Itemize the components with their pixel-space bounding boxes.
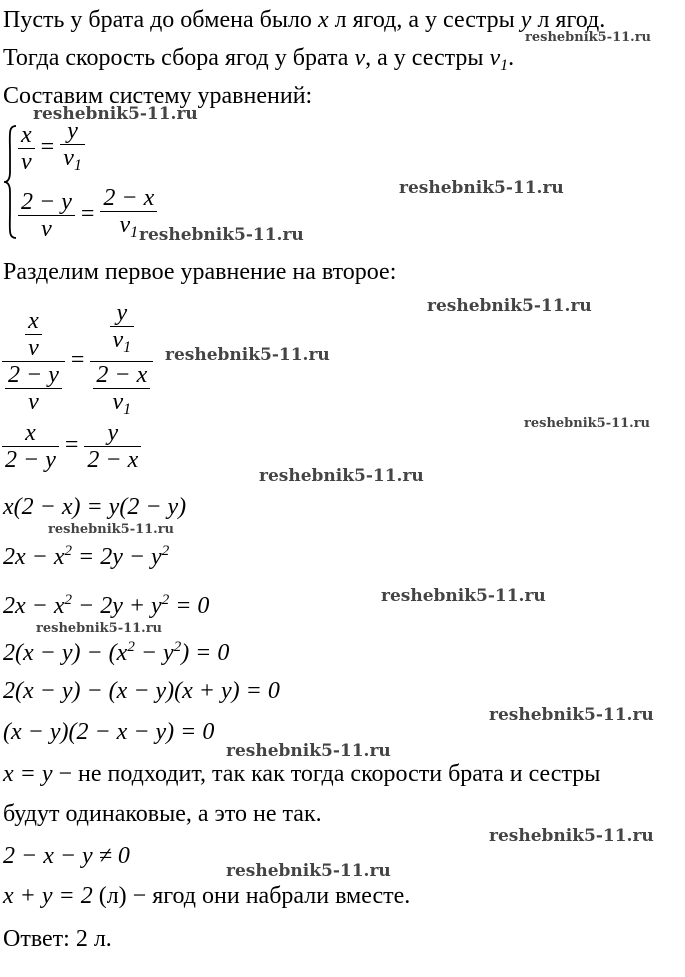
text-line-3: Составим систему уравнений: xyxy=(3,83,313,109)
watermark: reshebnik5-11.ru xyxy=(427,296,592,316)
var-x: x xyxy=(317,7,329,33)
var-v1-sub: 1 xyxy=(500,57,509,74)
watermark: reshebnik5-11.ru xyxy=(226,861,391,881)
watermark: reshebnik5-11.ru xyxy=(165,345,330,365)
equation-s2: $2x - x^2 = 2y - y^2$ xyxy=(3,543,170,570)
var-v: v xyxy=(354,45,366,71)
watermark: reshebnik5-11.ru xyxy=(489,705,654,725)
simplified-fraction-equation xyxy=(2,420,141,473)
equals-sign-3: = xyxy=(70,347,85,374)
line2-part-b: , а у сестры xyxy=(365,45,490,71)
line2-part-a: Тогда скорость сбора ягод у брата xyxy=(3,45,355,71)
equation-s9: 2 − x − y ≠ 0 xyxy=(3,843,130,869)
line1-part-c: л ягод. xyxy=(531,7,606,33)
text-line-2 xyxy=(3,44,514,80)
watermark: reshebnik5-11.ru xyxy=(226,741,391,761)
frac-y-over-2-x: $\frac{y}{2 - x}$ xyxy=(84,420,141,473)
equation-s5: 2(x − y) − (x − y)(x + y) = 0 xyxy=(3,678,280,704)
answer-line: Ответ: 2 л. xyxy=(3,926,112,952)
compound-right: $\frac{\frac{y}{v_1}}{\frac{2 - x}{v_1}}$ xyxy=(90,300,153,423)
frac-2-x-over-v1: $\frac{2 - x}{v_1}$ xyxy=(100,185,157,246)
text-s8: будут одинаковые, а это не так. xyxy=(3,801,322,827)
frac-2-y-over-v: $\frac{2 - y}{v}$ xyxy=(18,189,75,242)
watermark: reshebnik5-11.ru xyxy=(139,225,304,245)
equals-sign-2: = xyxy=(80,201,95,228)
watermark: reshebnik5-11.ru xyxy=(48,522,175,537)
system-brace xyxy=(2,124,18,240)
watermark: reshebnik5-11.ru xyxy=(525,30,652,45)
line2-part-c: . xyxy=(508,45,515,71)
frac-y-over-v1: $\frac{y}{v_1}$ xyxy=(60,118,85,179)
system-eq-1 xyxy=(18,118,85,179)
equals-sign: = xyxy=(40,134,55,161)
equation-s1: x(2 − x) = y(2 − y) xyxy=(3,494,187,520)
frac-x-over-2-y: $\frac{x}{2 - y}$ xyxy=(2,420,59,473)
watermark: reshebnik5-11.ru xyxy=(524,416,651,431)
text-s10: x + y = 2 (л) − ягод они набрали вместе. xyxy=(3,883,411,909)
watermark: reshebnik5-11.ru xyxy=(36,621,163,636)
watermark: reshebnik5-11.ru xyxy=(259,466,424,486)
equation-s4: $2(x - y) - (x^2 - y^2) = 0$ xyxy=(3,639,230,666)
equals-sign-4: = xyxy=(64,432,79,459)
var-v1: v xyxy=(489,45,501,71)
text-s7: x = y − не подходит, так как тогда скорости брата и сестры xyxy=(3,761,601,787)
watermark: reshebnik5-11.ru xyxy=(399,178,564,198)
watermark: reshebnik5-11.ru xyxy=(381,586,546,606)
line1-part-b: л ягод, а у сестры xyxy=(328,7,521,33)
text-line-1 xyxy=(3,6,605,34)
system-eq-2 xyxy=(18,185,157,246)
equation-s3: $2x - x^2 - 2y + y^2 = 0$ xyxy=(3,592,210,619)
var-y: y xyxy=(520,7,532,33)
compound-left: $\frac{\frac{x}{v}}{\frac{2 - y}{v}}$ xyxy=(2,308,65,415)
text-line-4: Разделим первое уравнение на второе: xyxy=(3,259,397,285)
watermark: reshebnik5-11.ru xyxy=(33,104,198,124)
frac-x-over-v: $\frac{x}{v}$ xyxy=(18,122,35,175)
watermark: reshebnik5-11.ru xyxy=(489,826,654,846)
compound-fraction-equation xyxy=(2,300,153,423)
line1-part-a: Пусть у брата до обмена было xyxy=(3,7,318,33)
equation-s6: (x − y)(2 − x − y) = 0 xyxy=(3,719,215,745)
